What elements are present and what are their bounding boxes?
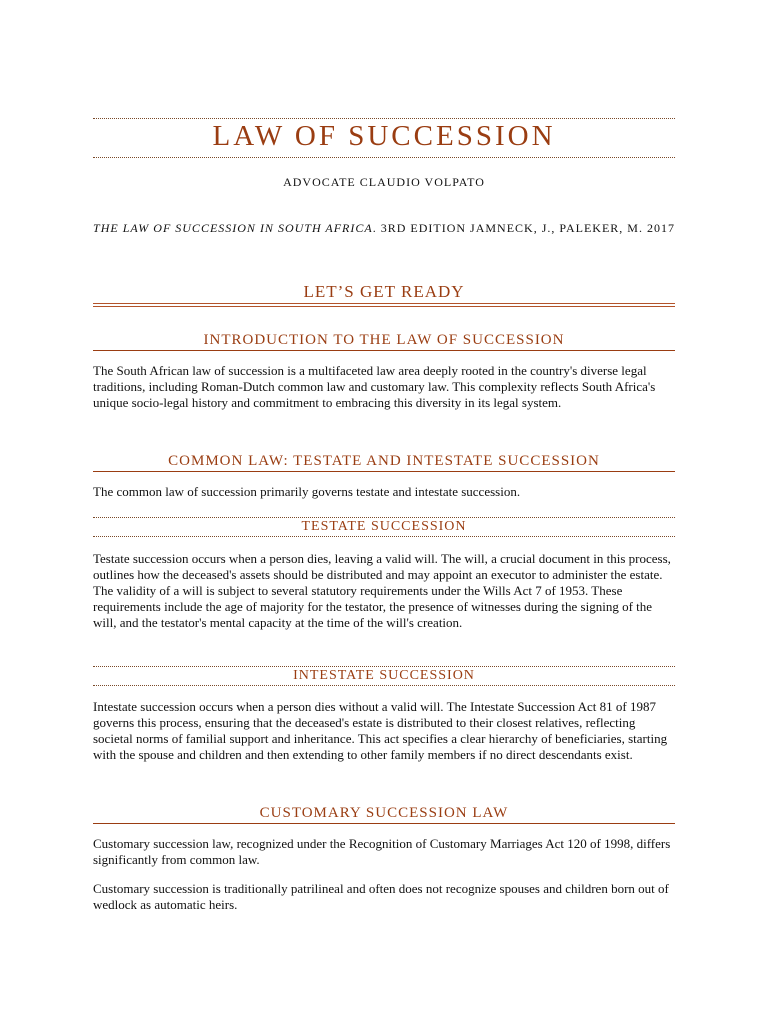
customary-paragraph-1: Customary succession law, recognized under the Recognition of Customary Marriages Act 120 of 1998, differs significantly from common law. <box>93 836 671 867</box>
testate-heading-block <box>93 517 675 537</box>
introduction-heading-block <box>93 331 675 351</box>
intestate-paragraph: Intestate succession occurs when a person dies without a valid will. The Intestate Succession Act 81 of 1987 governs this process, ensuring that the deceased's estate is distributed to their closest relatives, reflecting societal norms of familial support and inheritance. This act specifies a clear hierarchy of beneficiaries, starting with the spouse and children and then extending to other family members if no direct descendants exist. <box>93 699 668 762</box>
reference-book-title: THE LAW OF SUCCESSION IN SOUTH AFRICA <box>93 221 373 235</box>
intestate-heading: INTESTATE SUCCESSION <box>293 668 475 683</box>
customary-paragraph-2: Customary succession is traditionally patrilineal and often does not recognize spouses and children born out of wedlock as automatic heirs. <box>93 881 669 912</box>
intestate-heading-block <box>93 666 675 686</box>
common-law-heading: COMMON LAW: TESTATE AND INTESTATE SUCCESSION <box>168 453 600 469</box>
author-line: ADVOCATE CLAUDIO VOLPATO <box>283 175 485 189</box>
section-lets-get-ready <box>93 282 675 307</box>
introduction-heading: INTRODUCTION TO THE LAW OF SUCCESSION <box>203 332 565 348</box>
common-law-heading-block <box>93 452 675 472</box>
reference-details: . 3RD EDITION JAMNECK, J., PALEKER, M. 2017 <box>372 221 675 235</box>
intestate-bottom-divider <box>93 685 675 686</box>
testate-bottom-divider <box>93 536 675 537</box>
lets-get-ready-heading: LET’S GET READY <box>303 282 465 301</box>
title-block <box>93 118 675 158</box>
document-title: LAW OF SUCCESSION <box>212 120 556 152</box>
double-divider <box>93 303 675 307</box>
common-law-paragraph: The common law of succession primarily governs testate and intestate succession. <box>93 484 521 499</box>
testate-heading: TESTATE SUCCESSION <box>301 519 467 534</box>
title-bottom-divider <box>93 157 675 158</box>
testate-paragraph: Testate succession occurs when a person dies, leaving a valid will. The will, a crucial document in this process, outlines how the deceased's assets should be distributed and may appoint an executor to administer the estate. The validity of a will is subject to several statutory requirements under the Wills Act 7 of 1953. These requirements include the age of majority for the testator, the presence of witnesses during the signing of the will, and the testator's mental capacity at the time of the will's creation. <box>93 551 671 630</box>
common-law-divider <box>93 471 675 472</box>
customary-heading-block <box>93 804 675 824</box>
reference-line <box>93 221 675 235</box>
customary-divider <box>93 823 675 824</box>
introduction-paragraph: The South African law of succession is a multifaceted law area deeply rooted in the country's diverse legal traditions, including Roman-Dutch common law and customary law. This complexity reflects South Africa's unique socio-legal history and commitment to embracing this diversity in its legal system. <box>93 363 656 410</box>
introduction-divider <box>93 350 675 351</box>
customary-heading: CUSTOMARY SUCCESSION LAW <box>259 805 509 821</box>
